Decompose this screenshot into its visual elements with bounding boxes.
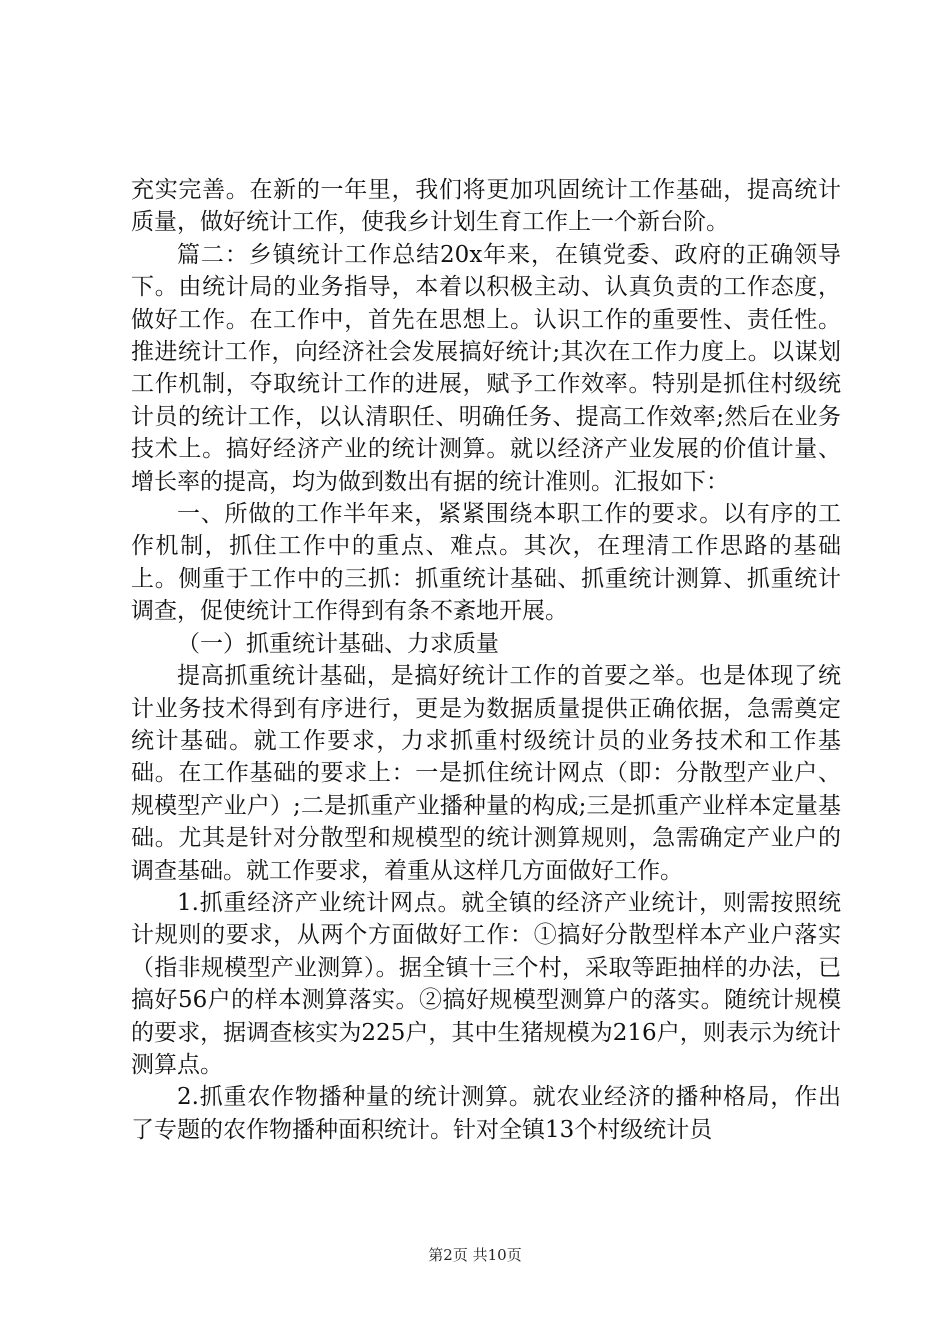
paragraph-2: 篇二：乡镇统计工作总结20x年来，在镇党委、政府的正确领导下。由统计局的业务指导，本着以积极主动、认真负责的工作态度，做好工作。在工作中，首先在思想上。认识工作的重要性、责任性。推进统计工作，向经济社会发展搞好统计;其次在工作力度上。以谋划工作机制，夺取统计工作的进展，赋予工作效率。特别是抓住村级统计员的统计工作，以认清职任、明确任务、提高工作效率;然后在业务技术上。搞好经济产业的统计测算。就以经济产业发展的价值计量、增长率的提高，均为做到数出有据的统计准则。汇报如下： bbox=[131, 241, 841, 495]
paragraph-6: 2.抓重农作物播种量的统计测算。就农业经济的播种格局，作出了专题的农作物播种面积统计。针对全镇13个村级统计员 bbox=[131, 1084, 841, 1143]
paragraph-5: 1.抓重经济产业统计网点。就全镇的经济产业统计，则需按照统计规则的要求，从两个方面做好工作：①搞好分散型样本产业户落实（指非规模型产业测算）。据全镇十三个村，采取等距抽样的办法，已搞好56户的样本测算落实。②搞好规模型测算户的落实。随统计规模的要求，据调查核实为225户，其中生猪规模为216户，则表示为统计测算点。 bbox=[131, 889, 841, 1078]
section-heading: （一）抓重统计基础、力求质量 bbox=[177, 630, 499, 657]
document-body bbox=[131, 174, 841, 1146]
paragraph-3: 一、所做的工作半年来，紧紧围绕本职工作的要求。以有序的工作机制，抓住工作中的重点、难点。其次，在理清工作思路的基础上。侧重于工作中的三抓：抓重统计基础、抓重统计测算、抓重统计调查，促使统计工作得到有条不紊地开展。 bbox=[131, 501, 841, 625]
paragraph-4: 提高抓重统计基础，是搞好统计工作的首要之举。也是体现了统计业务技术得到有序进行，更是为数据质量提供正确依据，急需奠定统计基础。就工作要求，力求抓重村级统计员的业务技术和工作基础。在工作基础的要求上：一是抓住统计网点（即：分散型产业户、规模型产业户）;二是抓重产业播种量的构成;三是抓重产业样本定量基础。尤其是针对分散型和规模型的统计测算规则，急需确定产业户的调查基础。就工作要求，着重从这样几方面做好工作。 bbox=[131, 663, 841, 884]
page-number-footer: 第2页 共10页 bbox=[428, 1246, 522, 1264]
paragraph-1: 充实完善。在新的一年里，我们将更加巩固统计工作基础，提高统计质量，做好统计工作，使我乡计划生育工作上一个新台阶。 bbox=[131, 177, 841, 236]
